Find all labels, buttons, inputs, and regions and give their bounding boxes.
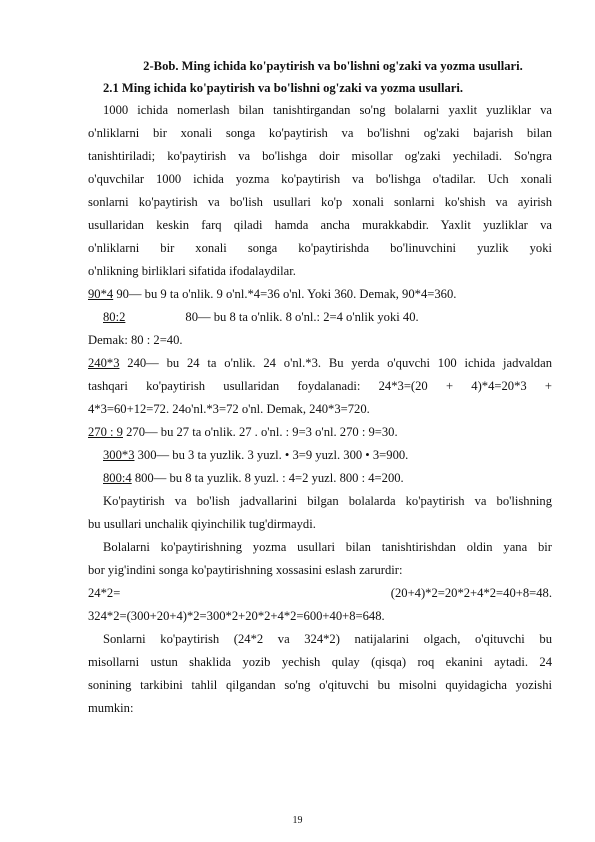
paragraph-line: 1000 ichida nomerlash bilan tanishtirgandan so'ng bolalarni yaxlit yuzliklar va	[103, 103, 552, 117]
example-text: 90— bu 9 ta o'nlik. 9 o'nl.*4=36 o'nl. Yoki 360. Demak, 90*4=360.	[113, 287, 457, 301]
example-800div4	[103, 470, 552, 487]
example-label: 90*4	[88, 287, 114, 301]
example-text: 240— bu 24 ta o'nlik. 24 o'nl.*3. Bu yerda o'quvchi 100 ichida jadvaldan	[119, 356, 552, 370]
paragraph-line: tanishtiriladi; ko'paytirish va bo'lishga doir misollar og'zaki yechiladi. So'ngra	[88, 149, 552, 163]
example-text: 270— bu 27 ta o'nlik. 27 . o'nl. : 9=3 o'nl. 270 : 9=30.	[122, 425, 398, 439]
paragraph-line: o'nliklarni bir xonali songa ko'paytirish va bo'lishni og'zaki bajarish bilan	[88, 126, 552, 140]
paragraph-line: Bolalarni ko'paytirishning yozma usullari bilan tanishtirishdan oldin yana bir	[103, 540, 552, 554]
example-label: 240*3	[88, 356, 120, 370]
paragraph-line: sonlarni ko'paytirish va bo'lish usullari ko'p xonali sonlarni ko'shish va ayirish	[88, 195, 552, 209]
section-title: 2.1 Ming ichida ko'paytirish va bo'lishni og'zaki va yozma usullari.	[103, 81, 464, 95]
example-270div9	[88, 424, 552, 441]
formula-left: 24*2=	[88, 586, 121, 600]
example-90x4	[88, 286, 552, 303]
paragraph-line: bor yig'indini songa ko'paytirishning xossasini eslash zarurdir:	[88, 563, 403, 577]
paragraph-line: o'nliklarni bir xonali songa ko'paytirishda bo'linuvchini yuzlik yoki	[88, 241, 552, 255]
paragraph-line: usullaridan keskin farq qiladi hamda ancha murakkabdir. Yaxlit yuzliklar va	[88, 218, 552, 232]
paragraph-line: bu usullari unchalik qiyinchilik tug'dirmaydi.	[88, 517, 316, 531]
paragraph-line: o'quvchilar 1000 ichida yozma ko'paytirish va bo'lishga o'tadilar. Uch xonali	[88, 172, 552, 186]
example-label: 270 : 9	[88, 425, 123, 439]
formula-324x2: 324*2=(300+20+4)*2=300*2+20*2+4*2=600+40+8=648.	[88, 609, 385, 623]
paragraph-line: o'nlikning birliklari sifatida ifodalaydilar.	[88, 264, 296, 278]
example-text: 800— bu 8 ta yuzlik. 8 yuzl. : 4=2 yuzl. 800 : 4=200.	[131, 471, 404, 485]
paragraph-line: mumkin:	[88, 701, 134, 715]
example-conclusion: Demak: 80 : 2=40.	[88, 333, 183, 347]
example-80div2	[103, 309, 552, 326]
formula-right: (20+4)*2=20*2+4*2=40+8=48.	[390, 586, 552, 600]
example-text: 80— bu 8 ta o'nlik. 8 o'nl.: 2=4 o'nlik yoki 40.	[185, 310, 419, 324]
paragraph-line: 4*3=60+12=72. 24o'nl.*3=72 o'nl. Demak, 240*3=720.	[88, 402, 370, 416]
example-240x3	[88, 355, 552, 372]
formula-24x2	[88, 585, 552, 602]
example-300x3	[103, 447, 552, 464]
example-label: 300*3	[103, 448, 135, 462]
paragraph-line: sonining tarkibini tahlil qilgandan so'ng o'qituvchi bu misolni quyidagicha yozishi	[88, 678, 552, 692]
paragraph-line: Sonlarni ko'paytirish (24*2 va 324*2) natijalarini olgach, o'qituvchi bu	[103, 632, 552, 646]
example-text: 300— bu 3 ta yuzlik. 3 yuzl. • 3=9 yuzl. 300 • 3=900.	[134, 448, 409, 462]
paragraph-line: misollarni ustun shaklida yozib yechish qulay (qisqa) roq ekanini aytadi. 24	[88, 655, 552, 669]
chapter-title: 2-Bob. Ming ichida ko'paytirish va bo'lishni og'zaki va yozma usullari.	[143, 59, 523, 73]
paragraph-line: tashqari ko'paytirish usullaridan foydalanadi: 24*3=(20 + 4)*4=20*3 +	[88, 379, 552, 393]
page-number: 19	[292, 815, 303, 826]
paragraph-line: Ko'paytirish va bo'lish jadvallarini bilgan bolalarda ko'paytirish va bo'lishning	[103, 494, 552, 508]
example-label: 800:4	[103, 471, 132, 485]
example-label: 80:2	[103, 310, 126, 324]
